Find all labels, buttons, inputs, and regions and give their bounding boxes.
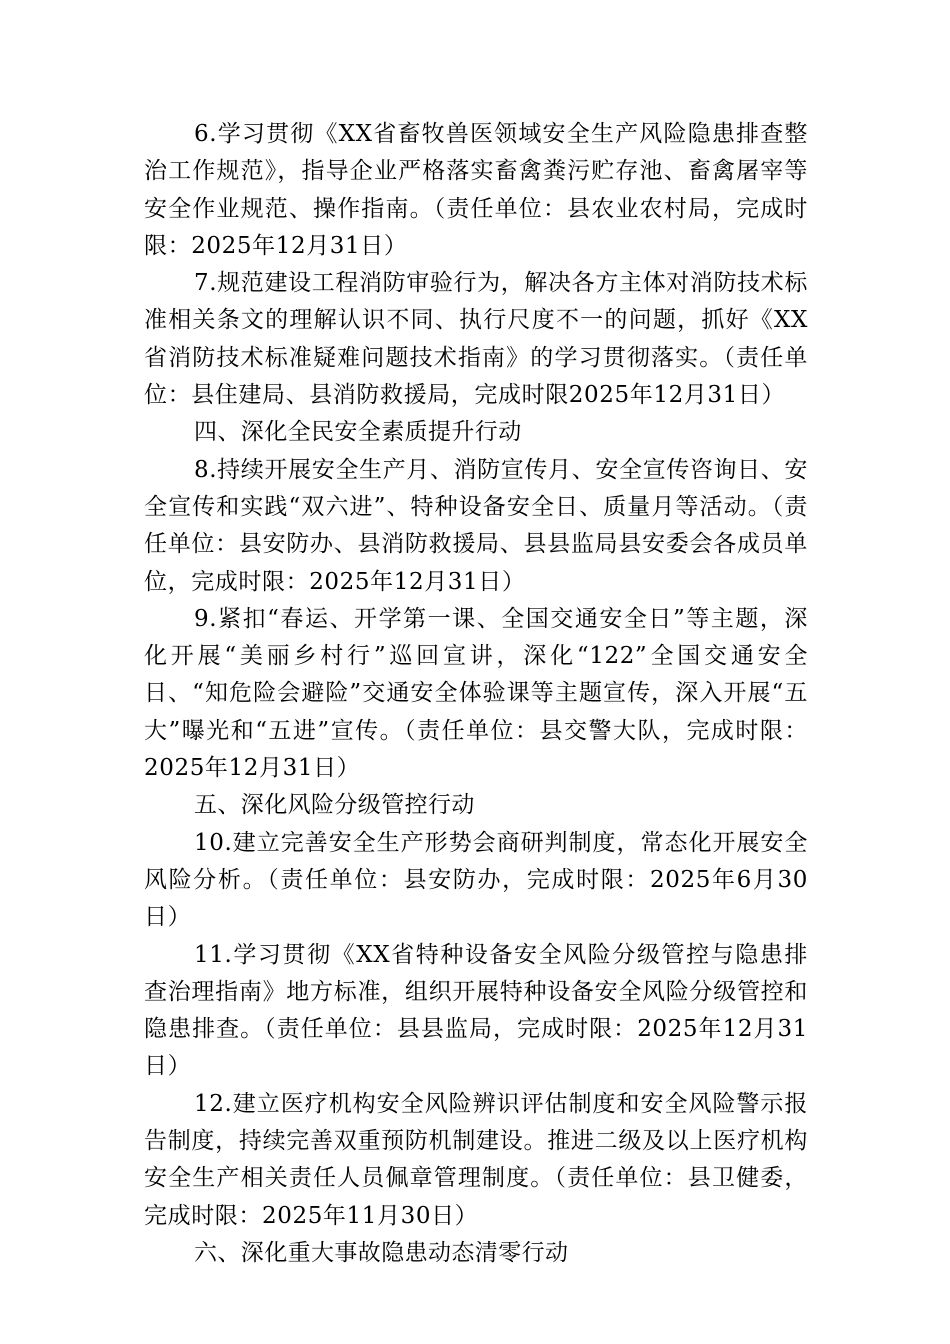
paragraph-item-10: 10.建立完善安全生产形势会商研判制度，常态化开展安全风险分析。（责任单位：县安防办，完成时限：2025年6月30日） (144, 829, 808, 931)
paragraph-item-9: 9.紧扣“春运、开学第一课、全国交通安全日”等主题，深化开展“美丽乡村行”巡回宣讲，深化“122”全国交通安全日、“知危险会避险”交通安全体验课等主题宣传，深入开展“五大”曝光和“五进”宣传。（责任单位：县交警大队，完成时限：2025年12月31日） (144, 605, 808, 782)
section-heading-4: 四、深化全民安全素质提升行动 (194, 419, 522, 446)
section-heading-6: 六、深化重大事故隐患动态清零行动 (194, 1239, 569, 1266)
paragraph-item-12: 12.建立医疗机构安全风险辨识评估制度和安全风险警示报告制度，持续完善双重预防机制建设。推进二级及以上医疗机构安全生产相关责任人员佩章管理制度。（责任单位：县卫健委，完成时限：2025年11月30日） (144, 1090, 808, 1229)
paragraph-item-11: 11.学习贯彻《XX省特种设备安全风险分级管控与隐患排查治理指南》地方标准，组织开展特种设备安全风险分级管控和隐患排查。（责任单位：县县监局，完成时限：2025年12月31日） (144, 941, 808, 1080)
paragraph-item-6: 6.学习贯彻《XX省畜牧兽医领域安全生产风险隐患排查整治工作规范》，指导企业严格落实畜禽粪污贮存池、畜禽屠宰等安全作业规范、操作指南。（责任单位：县农业农村局，完成时限：2025年12月31日） (144, 121, 808, 259)
paragraph-item-7: 7.规范建设工程消防审验行为，解决各方主体对消防技术标准相关条文的理解认识不同、执行尺度不一的问题，抓好《XX省消防技术标准疑难问题技术指南》的学习贯彻落实。（责任单位：县住建局、县消防救援局，完成时限2025年12月31日） (144, 270, 808, 409)
section-heading-5: 五、深化风险分级管控行动 (194, 792, 475, 819)
document-page (144, 116, 808, 1272)
paragraph-item-8: 8.持续开展安全生产月、消防宣传月、安全宣传咨询日、安全宣传和实践“双六进”、特种设备安全日、质量月等活动。（责任单位：县安防办、县消防救援局、县县监局县安委会各成员单位，完成时限：2025年12月31日） (144, 456, 808, 595)
